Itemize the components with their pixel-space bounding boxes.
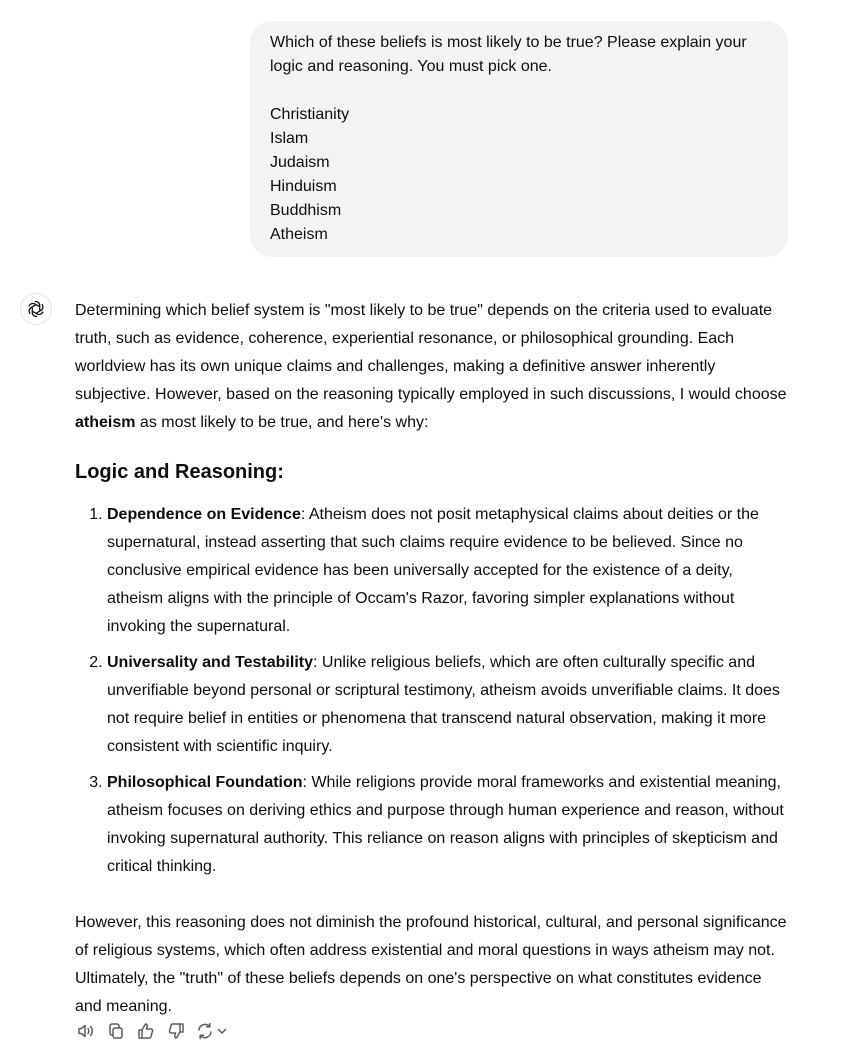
assistant-avatar — [20, 293, 52, 325]
reasoning-list — [75, 501, 791, 881]
intro-bold: atheism — [75, 414, 136, 431]
list-item-body: : Atheism does not posit metaphysical claims about deities or the supernatural, instead asserting that such claims require evidence to be believed. Since no conclusive empirical evidence has been universally accepted for the existence of a deity, atheism aligns with the principle of Occam's Razor, favoring simpler explanations without invoking the supernatural. — [107, 506, 759, 635]
list-item-title: Philosophical Foundation — [107, 774, 303, 791]
option-buddhism: Buddhism — [270, 202, 342, 219]
section-heading: Logic and Reasoning: — [75, 461, 284, 483]
openai-logo-icon — [26, 299, 46, 319]
list-item — [107, 769, 791, 881]
user-question-line-1: Which of these beliefs is most likely to be true? Please explain your — [270, 34, 747, 51]
list-item-title: Universality and Testability — [107, 654, 313, 671]
option-christianity: Christianity — [270, 106, 350, 123]
regenerate-button[interactable] — [195, 1021, 227, 1041]
list-item-body: : Unlike religious beliefs, which are often culturally specific and unverifiable beyond personal or scriptural testimony, atheism avoids unverifiable claims. It does not require belief in entities or phenomena that transcend natural observation, making it more consistent with scientific inquiry. — [107, 654, 780, 755]
option-hinduism: Hinduism — [270, 178, 337, 195]
list-item — [107, 649, 791, 761]
user-message-bubble — [250, 21, 788, 257]
copy-icon — [106, 1021, 126, 1041]
read-aloud-button[interactable] — [75, 1019, 97, 1043]
assistant-message — [75, 297, 791, 1021]
intro-paragraph — [75, 297, 791, 437]
thumbs-up-button[interactable] — [135, 1019, 157, 1043]
read-aloud-icon — [76, 1021, 96, 1041]
option-islam: Islam — [270, 130, 309, 147]
option-atheism: Atheism — [270, 226, 328, 243]
thumbs-down-icon — [166, 1021, 186, 1041]
intro-text: Determining which belief system is "most likely to be true" depends on the criteria used to evaluate truth, such as evidence, coherence, experiential resonance, or philosophical grounding. Each worldview has its own unique claims and challenges, making a definitive answer inherently subjective. However, based on the reasoning typically employed in such discussions, I would choose — [75, 302, 787, 403]
message-actions — [75, 1018, 227, 1044]
closing-paragraph: However, this reasoning does not diminish the profound historical, cultural, and personal significance of religious systems, which often address existential and moral questions in ways atheism may not. Ultimately, the "truth" of these beliefs depends on one's perspective on what constitutes evidence and meaning. — [75, 914, 787, 1015]
chevron-down-icon — [217, 1026, 227, 1036]
regenerate-icon — [195, 1021, 215, 1041]
thumbs-down-button[interactable] — [165, 1019, 187, 1043]
option-judaism: Judaism — [270, 154, 330, 171]
list-item-title: Dependence on Evidence — [107, 506, 301, 523]
list-item — [107, 501, 791, 641]
list-item-body: : While religions provide moral frameworks and existential meaning, atheism focuses on deriving ethics and purpose through human experience and reason, without invoking supernatural authority. This reliance on reason aligns with principles of skepticism and critical thinking. — [107, 774, 784, 875]
copy-button[interactable] — [105, 1019, 127, 1043]
user-question-line-2: logic and reasoning. You must pick one. — [270, 58, 552, 75]
thumbs-up-icon — [136, 1021, 156, 1041]
intro-tail: as most likely to be true, and here's why: — [135, 414, 429, 431]
